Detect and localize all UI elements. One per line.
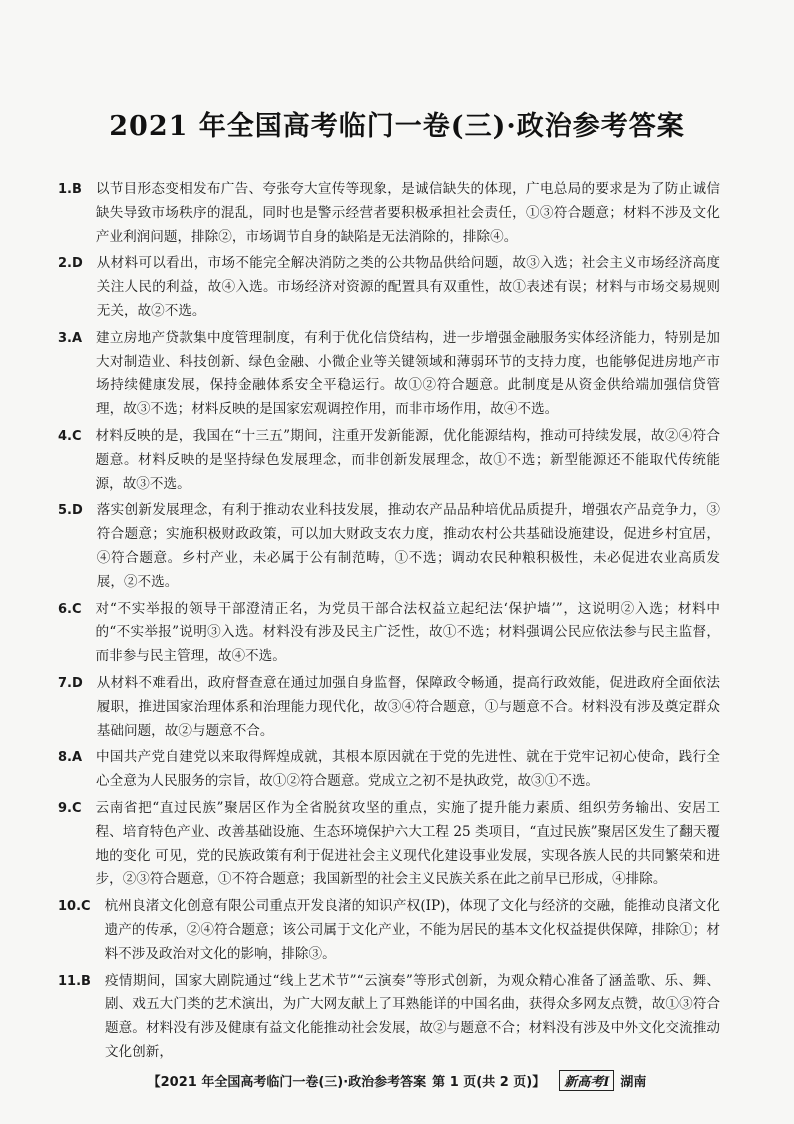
answer-explanation: 落实创新发展理念，有利于推动农业科技发展，推动农产品品种培优品质提升，增强农产品竞争力，③符合题意；实施积极财政政策，可以加大财政支农力度，推动农村公共基础设施建设，促进乡村宜居，④符合题意。乡村产业，未必属于公有制范畴，①不选；调动农民种粮积极性，未必促进农业高质发展，②不选。: [96, 502, 720, 590]
page-footer: [0, 1070, 794, 1091]
answer-number: 3.A: [58, 330, 83, 346]
answer-item: [58, 797, 720, 892]
answer-explanation: 以节目形态变相发布广告、夸张夸大宣传等现象，是诚信缺失的体现，广电总局的要求是为了防止诚信缺失导致市场秩序的混乱，同时也是警示经营者要积极承担社会责任，①③符合题意；材料不涉及文化产业利润问题，排除②，市场调节自身的缺陷是无法消除的，排除④。: [95, 181, 720, 245]
answer-item: [58, 178, 720, 249]
answer-number: 7.D: [58, 675, 83, 691]
answer-number: 11.B: [58, 973, 91, 989]
answer-explanation: 材料反映的是，我国在“十三五”期间，注重开发新能源，优化能源结构，推动可持续发展，故②④符合题意。材料反映的是坚持绿色发展理念，而非创新发展理念，故①不选；新型能源还不能取代传统能源，故③不选。: [95, 427, 720, 492]
footer-page-number: 第 1 页(共 2 页)】: [432, 1075, 546, 1090]
footer-region: 湖南: [620, 1075, 647, 1090]
answer-item: [58, 499, 720, 594]
answer-number: 8.A: [58, 750, 83, 766]
footer-title: 【2021 年全国高考临门一卷(三)·政治参考答案: [147, 1075, 427, 1090]
answer-list: [58, 178, 720, 1068]
answer-item: [58, 252, 720, 323]
answer-item: [58, 895, 720, 966]
answer-item: [58, 672, 720, 743]
answer-number: 2.D: [58, 256, 83, 272]
answer-explanation: 建立房地产贷款集中度管理制度，有利于优化信贷结构，进一步增强金融服务实体经济能力，特别是加大对制造业、科技创新、绿色金融、小微企业等关键领域和薄弱环节的支持力度，也能够促进房地产市场持续健康发展，保持金融体系安全平稳运行。故①②符合题意。此制度是从资金供给端加强信贷管理，故③不选；材料反映的是国家宏观调控作用，而非市场作用，故④不选。: [96, 329, 720, 418]
answer-explanation: 中国共产党自建党以来取得辉煌成就，其根本原因就在于党的先进性、就在于党牢记初心使命，践行全心全意为人民服务的宗旨，故①②符合题意。党成立之初不是执政党，故③①不选。: [96, 749, 720, 790]
answer-explanation: 对“不实举报的领导干部澄清正名，为党员干部合法权益立起纪法‘保护墙’”，这说明②入选；材料中的“不实举报”说明③入选。材料没有涉及民主广泛性，故①不选；材料强调公民应依法参与民主监督，而非参与民主管理，故④不选。: [95, 600, 720, 665]
answer-item: [58, 598, 720, 669]
answer-explanation: 云南省把“直过民族”聚居区作为全省脱贫攻坚的重点，实施了提升能力素质、组织劳务输出、安居工程、培育特色产业、改善基础设施、生态环境保护六大工程 25 类项目，“直过民族”聚居区发生了翻天覆地的变化 可见，党的民族政策有利于促进社会主义现代化建设事业发展，实现各族人民的共同繁荣和进步，②③符合题意，①不符合题意；我国新型的社会主义民族关系在此之前早已形成，④排除。: [95, 799, 720, 888]
answer-number: 10.C: [58, 899, 91, 915]
answer-item: [58, 327, 720, 422]
edition-stamp: 新高考Ⅰ: [559, 1070, 614, 1091]
answer-explanation: 从材料可以看出，市场不能完全解决消防之类的公共物品供给问题，故③入选；社会主义市场经济高度关注人民的利益，故④入选。市场经济对资源的配置具有双重性，故①表述有误；材料与市场交易规则无关，故②不选。: [96, 255, 720, 319]
answer-explanation: 从材料不难看出，政府督查意在通过加强自身监督，保障政令畅通，提高行政效能，促进政府全面依法履职，推进国家治理体系和治理能力现代化，故③④符合题意，①与题意不合。材料没有涉及奠定群众基础问题，故②与题意不合。: [96, 674, 720, 739]
answer-number: 1.B: [58, 182, 82, 197]
answer-item: [58, 746, 720, 794]
answer-item: [58, 425, 720, 496]
answer-number: 5.D: [58, 503, 83, 519]
answer-number: 6.C: [58, 601, 82, 617]
answer-explanation: 杭州良渚文化创意有限公司重点开发良渚的知识产权(IP)，体现了文化与经济的交融，能推动良渚文化遗产的传承，②④符合题意；该公司属于文化产业，不能为居民的基本文化权益提供保障，排除①；材料不涉及政治对文化的影响，排除③。: [104, 898, 720, 962]
answer-item: [58, 970, 720, 1065]
answer-explanation: 疫情期间，国家大剧院通过“线上艺术节”“云演奏”等形式创新，为观众精心准备了涵盖歌、乐、舞、剧、戏五大门类的艺术演出，为广大网友献上了耳熟能详的中国名曲，获得众多网友点赞，故①③符合题意。材料没有涉及健康有益文化能推动社会发展，故②与题意不合；材料没有涉及中外文化交流推动文化创新，: [104, 972, 720, 1060]
answer-number: 4.C: [58, 428, 82, 444]
page-title: 2021 年全国高考临门一卷(三)·政治参考答案: [109, 111, 685, 142]
answer-number: 9.C: [58, 800, 82, 816]
